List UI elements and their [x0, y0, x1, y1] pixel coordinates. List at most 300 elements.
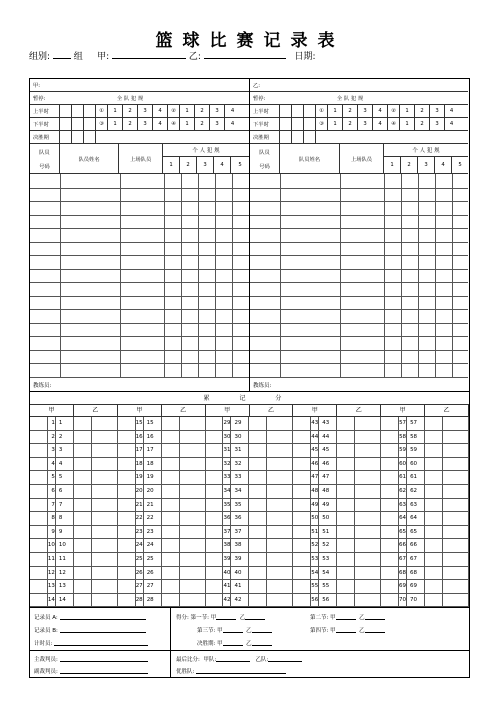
running-score-cell[interactable] — [249, 485, 267, 498]
running-score-number[interactable]: 26 — [144, 567, 162, 580]
running-score-cell[interactable] — [118, 594, 136, 607]
running-score-number[interactable]: 49 — [319, 499, 337, 512]
running-score-cell[interactable] — [30, 567, 48, 580]
running-score-cell[interactable] — [267, 417, 293, 430]
running-score-cell[interactable] — [92, 567, 118, 580]
running-score-cell[interactable] — [293, 417, 311, 430]
running-score-cell[interactable] — [206, 553, 224, 566]
running-score-cell[interactable] — [425, 485, 443, 498]
foul-count[interactable]: 3 — [430, 118, 445, 130]
running-score-cell[interactable] — [355, 431, 381, 444]
running-score-cell[interactable] — [162, 444, 180, 457]
running-score-number[interactable]: 35 — [223, 499, 231, 512]
running-score-cell[interactable] — [381, 553, 399, 566]
running-score-number[interactable]: 33 — [223, 471, 231, 484]
running-score-number[interactable]: 59 — [407, 444, 425, 457]
running-score-cell[interactable] — [293, 471, 311, 484]
running-score-cell[interactable] — [337, 444, 355, 457]
running-score-cell[interactable] — [118, 539, 136, 552]
running-score-cell[interactable] — [355, 417, 381, 430]
running-score-number[interactable]: 20 — [144, 485, 162, 498]
running-score-cell[interactable] — [337, 417, 355, 430]
running-score-cell[interactable] — [162, 526, 180, 539]
running-score-cell[interactable] — [180, 444, 206, 457]
running-score-number[interactable]: 32 — [231, 458, 249, 471]
running-score-cell[interactable] — [180, 567, 206, 580]
running-score-cell[interactable] — [355, 594, 381, 607]
running-score-number[interactable]: 60 — [407, 458, 425, 471]
running-score-cell[interactable] — [162, 499, 180, 512]
running-score-cell[interactable] — [92, 417, 118, 430]
running-score-number[interactable]: 37 — [231, 526, 249, 539]
running-score-number[interactable]: 51 — [311, 526, 319, 539]
running-score-cell[interactable] — [206, 458, 224, 471]
running-score-cell[interactable] — [74, 567, 92, 580]
running-score-number[interactable]: 27 — [144, 580, 162, 593]
foul-count[interactable]: 3 — [210, 118, 225, 130]
running-score-cell[interactable] — [425, 499, 443, 512]
running-score-cell[interactable] — [118, 567, 136, 580]
running-score-cell[interactable] — [337, 567, 355, 580]
foul-count[interactable]: 1 — [328, 118, 343, 130]
running-score-cell[interactable] — [443, 512, 469, 525]
running-score-cell[interactable] — [443, 567, 469, 580]
running-score-number[interactable]: 44 — [311, 431, 319, 444]
running-score-number[interactable]: 52 — [311, 539, 319, 552]
running-score-cell[interactable] — [425, 512, 443, 525]
final-team-b-field[interactable] — [268, 656, 302, 662]
running-score-number[interactable]: 5 — [48, 471, 56, 484]
running-score-number[interactable]: 20 — [136, 485, 144, 498]
foul-count[interactable]: 1 — [180, 118, 195, 130]
running-score-cell[interactable] — [337, 594, 355, 607]
running-score-number[interactable]: 26 — [136, 567, 144, 580]
running-score-number[interactable]: 55 — [311, 580, 319, 593]
foul-count[interactable]: 4 — [373, 118, 388, 130]
running-score-cell[interactable] — [355, 553, 381, 566]
running-score-cell[interactable] — [118, 444, 136, 457]
running-score-cell[interactable] — [267, 431, 293, 444]
running-score-cell[interactable] — [381, 539, 399, 552]
timeout-box[interactable] — [280, 131, 292, 143]
running-score-cell[interactable] — [249, 444, 267, 457]
foul-count[interactable]: 3 — [430, 105, 445, 117]
foul-count[interactable]: 3 — [210, 105, 225, 117]
running-score-cell[interactable] — [180, 594, 206, 607]
running-score-cell[interactable] — [180, 485, 206, 498]
running-score-number[interactable]: 11 — [48, 553, 56, 566]
running-score-number[interactable]: 63 — [399, 499, 407, 512]
running-score-number[interactable]: 68 — [407, 567, 425, 580]
running-score-cell[interactable] — [355, 567, 381, 580]
running-score-cell[interactable] — [92, 580, 118, 593]
timeout-box[interactable] — [292, 131, 304, 143]
running-score-cell[interactable] — [337, 431, 355, 444]
running-score-cell[interactable] — [74, 458, 92, 471]
running-score-cell[interactable] — [267, 553, 293, 566]
running-score-cell[interactable] — [162, 431, 180, 444]
timeout-box[interactable] — [72, 131, 84, 143]
running-score-number[interactable]: 15 — [144, 417, 162, 430]
running-score-cell[interactable] — [337, 485, 355, 498]
running-score-cell[interactable] — [206, 567, 224, 580]
running-score-cell[interactable] — [74, 444, 92, 457]
running-score-cell[interactable] — [162, 512, 180, 525]
running-score-cell[interactable] — [180, 526, 206, 539]
running-score-number[interactable]: 4 — [56, 458, 74, 471]
running-score-number[interactable]: 9 — [56, 526, 74, 539]
running-score-number[interactable]: 6 — [56, 485, 74, 498]
running-score-cell[interactable] — [249, 567, 267, 580]
running-score-number[interactable]: 50 — [311, 512, 319, 525]
running-score-number[interactable]: 18 — [136, 458, 144, 471]
running-score-cell[interactable] — [425, 417, 443, 430]
running-score-cell[interactable] — [425, 539, 443, 552]
running-score-cell[interactable] — [425, 567, 443, 580]
running-score-cell[interactable] — [118, 526, 136, 539]
timeout-box[interactable] — [304, 105, 316, 117]
running-score-cell[interactable] — [293, 580, 311, 593]
q2-jia-field[interactable] — [336, 614, 356, 620]
running-score-cell[interactable] — [267, 471, 293, 484]
running-score-number[interactable]: 21 — [144, 499, 162, 512]
running-score-cell[interactable] — [206, 431, 224, 444]
running-score-cell[interactable] — [74, 471, 92, 484]
running-score-cell[interactable] — [92, 512, 118, 525]
foul-count[interactable]: 4 — [449, 121, 454, 127]
running-score-cell[interactable] — [162, 458, 180, 471]
running-score-cell[interactable] — [74, 553, 92, 566]
running-score-cell[interactable] — [443, 594, 469, 607]
running-score-cell[interactable] — [30, 485, 48, 498]
running-score-cell[interactable] — [92, 526, 118, 539]
running-score-cell[interactable] — [249, 553, 267, 566]
running-score-number[interactable]: 10 — [56, 539, 74, 552]
running-score-number[interactable]: 10 — [48, 539, 56, 552]
q3-yi-field[interactable] — [252, 627, 272, 633]
running-score-cell[interactable] — [267, 458, 293, 471]
running-score-cell[interactable] — [74, 499, 92, 512]
running-score-cell[interactable] — [92, 594, 118, 607]
running-score-number[interactable]: 43 — [311, 417, 319, 430]
running-score-number[interactable]: 52 — [319, 539, 337, 552]
running-score-cell[interactable] — [162, 580, 180, 593]
running-score-number[interactable]: 58 — [399, 431, 407, 444]
running-score-number[interactable]: 65 — [399, 526, 407, 539]
running-score-cell[interactable] — [249, 539, 267, 552]
running-score-cell[interactable] — [249, 512, 267, 525]
running-score-cell[interactable] — [381, 594, 399, 607]
running-score-number[interactable]: 30 — [231, 431, 249, 444]
scorer-a-field[interactable] — [60, 614, 146, 620]
foul-count[interactable]: 4 — [449, 108, 454, 114]
running-score-cell[interactable] — [337, 458, 355, 471]
running-score-cell[interactable] — [30, 471, 48, 484]
running-score-number[interactable]: 56 — [319, 594, 337, 607]
running-score-cell[interactable] — [30, 417, 48, 430]
running-score-cell[interactable] — [74, 526, 92, 539]
running-score-number[interactable]: 64 — [399, 512, 407, 525]
running-score-cell[interactable] — [381, 567, 399, 580]
winner-field[interactable] — [196, 668, 286, 674]
scorer-b-field[interactable] — [60, 627, 146, 633]
running-score-cell[interactable] — [249, 594, 267, 607]
foul-count[interactable]: 2 — [343, 105, 358, 117]
running-score-cell[interactable] — [206, 417, 224, 430]
q1-jia-field[interactable] — [216, 614, 236, 620]
running-score-cell[interactable] — [425, 594, 443, 607]
running-score-cell[interactable] — [267, 485, 293, 498]
running-score-cell[interactable] — [293, 444, 311, 457]
timeout-box[interactable] — [60, 118, 72, 130]
running-score-number[interactable]: 1 — [48, 417, 56, 430]
running-score-number[interactable]: 41 — [231, 580, 249, 593]
running-score-cell[interactable] — [293, 512, 311, 525]
foul-count[interactable]: 2 — [343, 118, 358, 130]
foul-count[interactable]: 4 — [230, 108, 235, 114]
timeout-box[interactable] — [84, 118, 96, 130]
running-score-cell[interactable] — [355, 458, 381, 471]
running-score-cell[interactable] — [337, 471, 355, 484]
running-score-number[interactable]: 18 — [144, 458, 162, 471]
running-score-number[interactable]: 22 — [136, 512, 144, 525]
running-score-cell[interactable] — [355, 512, 381, 525]
foul-count[interactable]: 4 — [153, 105, 168, 117]
running-score-cell[interactable] — [74, 512, 92, 525]
running-score-cell[interactable] — [180, 471, 206, 484]
q1-yi-field[interactable] — [245, 614, 265, 620]
running-score-number[interactable]: 69 — [407, 580, 425, 593]
foul-count[interactable]: 4 — [373, 105, 388, 117]
running-score-number[interactable]: 8 — [56, 512, 74, 525]
running-score-number[interactable]: 9 — [48, 526, 56, 539]
running-score-number[interactable]: 3 — [48, 444, 56, 457]
running-score-cell[interactable] — [267, 499, 293, 512]
foul-count[interactable]: 2 — [195, 118, 210, 130]
timeout-box[interactable] — [304, 131, 316, 143]
running-score-cell[interactable] — [267, 526, 293, 539]
foul-count[interactable]: 3 — [138, 118, 153, 130]
timeout-box[interactable] — [84, 105, 96, 117]
running-score-cell[interactable] — [74, 580, 92, 593]
q4-jia-field[interactable] — [336, 627, 356, 633]
foul-count[interactable]: 2 — [415, 118, 430, 130]
foul-count[interactable]: 2 — [123, 118, 138, 130]
running-score-cell[interactable] — [355, 444, 381, 457]
running-score-cell[interactable] — [74, 539, 92, 552]
ot-jia-field[interactable] — [223, 640, 243, 646]
running-score-number[interactable]: 44 — [319, 431, 337, 444]
running-score-cell[interactable] — [443, 539, 469, 552]
running-score-cell[interactable] — [74, 417, 92, 430]
umpire-field[interactable] — [60, 668, 148, 674]
running-score-cell[interactable] — [355, 539, 381, 552]
running-score-cell[interactable] — [443, 444, 469, 457]
running-score-cell[interactable] — [293, 526, 311, 539]
running-score-number[interactable]: 68 — [399, 567, 407, 580]
running-score-cell[interactable] — [118, 580, 136, 593]
running-score-cell[interactable] — [267, 594, 293, 607]
running-score-cell[interactable] — [443, 580, 469, 593]
running-score-cell[interactable] — [443, 485, 469, 498]
running-score-number[interactable]: 66 — [407, 539, 425, 552]
timeout-box[interactable] — [280, 105, 292, 117]
running-score-cell[interactable] — [267, 580, 293, 593]
running-score-cell[interactable] — [425, 458, 443, 471]
running-score-number[interactable]: 65 — [407, 526, 425, 539]
running-score-cell[interactable] — [425, 553, 443, 566]
running-score-number[interactable]: 21 — [136, 499, 144, 512]
running-score-number[interactable]: 40 — [231, 567, 249, 580]
foul-count[interactable]: 3 — [358, 105, 373, 117]
running-score-cell[interactable] — [293, 485, 311, 498]
running-score-number[interactable]: 47 — [311, 471, 319, 484]
running-score-number[interactable]: 6 — [48, 485, 56, 498]
running-score-cell[interactable] — [30, 444, 48, 457]
running-score-cell[interactable] — [30, 458, 48, 471]
timeout-box[interactable] — [60, 131, 72, 143]
running-score-cell[interactable] — [425, 431, 443, 444]
foul-count[interactable]: 2 — [195, 105, 210, 117]
running-score-cell[interactable] — [30, 499, 48, 512]
running-score-cell[interactable] — [92, 471, 118, 484]
running-score-cell[interactable] — [249, 580, 267, 593]
running-score-cell[interactable] — [355, 499, 381, 512]
running-score-cell[interactable] — [206, 471, 224, 484]
foul-count[interactable]: 2 — [415, 105, 430, 117]
ot-yi-field[interactable] — [252, 640, 272, 646]
running-score-cell[interactable] — [249, 471, 267, 484]
running-score-number[interactable]: 24 — [144, 539, 162, 552]
running-score-number[interactable]: 1 — [56, 417, 74, 430]
running-score-number[interactable]: 36 — [231, 512, 249, 525]
running-score-cell[interactable] — [425, 444, 443, 457]
running-score-cell[interactable] — [381, 417, 399, 430]
running-score-number[interactable]: 35 — [231, 499, 249, 512]
running-score-cell[interactable] — [206, 499, 224, 512]
running-score-number[interactable]: 48 — [311, 485, 319, 498]
running-score-cell[interactable] — [30, 594, 48, 607]
running-score-number[interactable]: 67 — [399, 553, 407, 566]
running-score-number[interactable]: 42 — [231, 594, 249, 607]
running-score-number[interactable]: 66 — [399, 539, 407, 552]
running-score-cell[interactable] — [381, 512, 399, 525]
running-score-cell[interactable] — [92, 431, 118, 444]
running-score-cell[interactable] — [249, 417, 267, 430]
running-score-number[interactable]: 19 — [144, 471, 162, 484]
running-score-number[interactable]: 59 — [399, 444, 407, 457]
running-score-number[interactable]: 31 — [223, 444, 231, 457]
running-score-cell[interactable] — [118, 512, 136, 525]
running-score-number[interactable]: 62 — [407, 485, 425, 498]
running-score-number[interactable]: 45 — [319, 444, 337, 457]
running-score-number[interactable]: 16 — [136, 431, 144, 444]
running-score-number[interactable]: 56 — [311, 594, 319, 607]
running-score-cell[interactable] — [381, 458, 399, 471]
running-score-cell[interactable] — [293, 458, 311, 471]
running-score-number[interactable]: 14 — [56, 594, 74, 607]
foul-count[interactable]: 1 — [108, 105, 123, 117]
running-score-cell[interactable] — [381, 471, 399, 484]
running-score-cell[interactable] — [206, 526, 224, 539]
running-score-cell[interactable] — [337, 553, 355, 566]
running-score-cell[interactable] — [355, 471, 381, 484]
running-score-number[interactable]: 2 — [48, 431, 56, 444]
running-score-cell[interactable] — [381, 580, 399, 593]
running-score-cell[interactable] — [118, 417, 136, 430]
running-score-number[interactable]: 24 — [136, 539, 144, 552]
running-score-cell[interactable] — [180, 458, 206, 471]
running-score-cell[interactable] — [206, 485, 224, 498]
running-score-number[interactable]: 43 — [319, 417, 337, 430]
running-score-cell[interactable] — [381, 431, 399, 444]
running-score-number[interactable]: 27 — [136, 580, 144, 593]
running-score-number[interactable]: 40 — [223, 567, 231, 580]
running-score-number[interactable]: 41 — [223, 580, 231, 593]
running-score-cell[interactable] — [162, 567, 180, 580]
running-score-cell[interactable] — [443, 458, 469, 471]
running-score-number[interactable]: 67 — [407, 553, 425, 566]
running-score-cell[interactable] — [443, 471, 469, 484]
running-score-cell[interactable] — [293, 594, 311, 607]
running-score-cell[interactable] — [267, 539, 293, 552]
running-score-cell[interactable] — [92, 499, 118, 512]
final-team-a-field[interactable] — [216, 656, 250, 662]
running-score-number[interactable]: 12 — [56, 567, 74, 580]
timeout-box[interactable] — [292, 118, 304, 130]
running-score-number[interactable]: 48 — [319, 485, 337, 498]
running-score-cell[interactable] — [267, 444, 293, 457]
running-score-cell[interactable] — [337, 512, 355, 525]
timeout-box[interactable] — [292, 105, 304, 117]
running-score-number[interactable]: 8 — [48, 512, 56, 525]
running-score-number[interactable]: 29 — [231, 417, 249, 430]
running-score-number[interactable]: 34 — [231, 485, 249, 498]
running-score-number[interactable]: 23 — [144, 526, 162, 539]
running-score-cell[interactable] — [30, 526, 48, 539]
running-score-number[interactable]: 13 — [48, 580, 56, 593]
running-score-number[interactable]: 47 — [319, 471, 337, 484]
running-score-cell[interactable] — [355, 526, 381, 539]
running-score-cell[interactable] — [337, 539, 355, 552]
running-score-number[interactable]: 57 — [407, 417, 425, 430]
running-score-number[interactable]: 70 — [399, 594, 407, 607]
running-score-cell[interactable] — [293, 539, 311, 552]
running-score-cell[interactable] — [206, 580, 224, 593]
running-score-cell[interactable] — [355, 485, 381, 498]
running-score-cell[interactable] — [180, 417, 206, 430]
running-score-cell[interactable] — [267, 512, 293, 525]
running-score-cell[interactable] — [180, 539, 206, 552]
running-score-number[interactable]: 14 — [48, 594, 56, 607]
running-score-cell[interactable] — [337, 580, 355, 593]
running-score-number[interactable]: 63 — [407, 499, 425, 512]
running-score-cell[interactable] — [180, 512, 206, 525]
running-score-cell[interactable] — [180, 431, 206, 444]
running-score-cell[interactable] — [162, 594, 180, 607]
running-score-number[interactable]: 22 — [144, 512, 162, 525]
timeout-box[interactable] — [84, 131, 96, 143]
team-b-roster-grid[interactable] — [250, 174, 468, 377]
running-score-cell[interactable] — [118, 471, 136, 484]
running-score-number[interactable]: 51 — [319, 526, 337, 539]
running-score-cell[interactable] — [249, 431, 267, 444]
running-score-number[interactable]: 60 — [399, 458, 407, 471]
timer-field[interactable] — [54, 640, 148, 646]
running-score-number[interactable]: 36 — [223, 512, 231, 525]
running-score-cell[interactable] — [74, 485, 92, 498]
running-score-cell[interactable] — [443, 417, 469, 430]
